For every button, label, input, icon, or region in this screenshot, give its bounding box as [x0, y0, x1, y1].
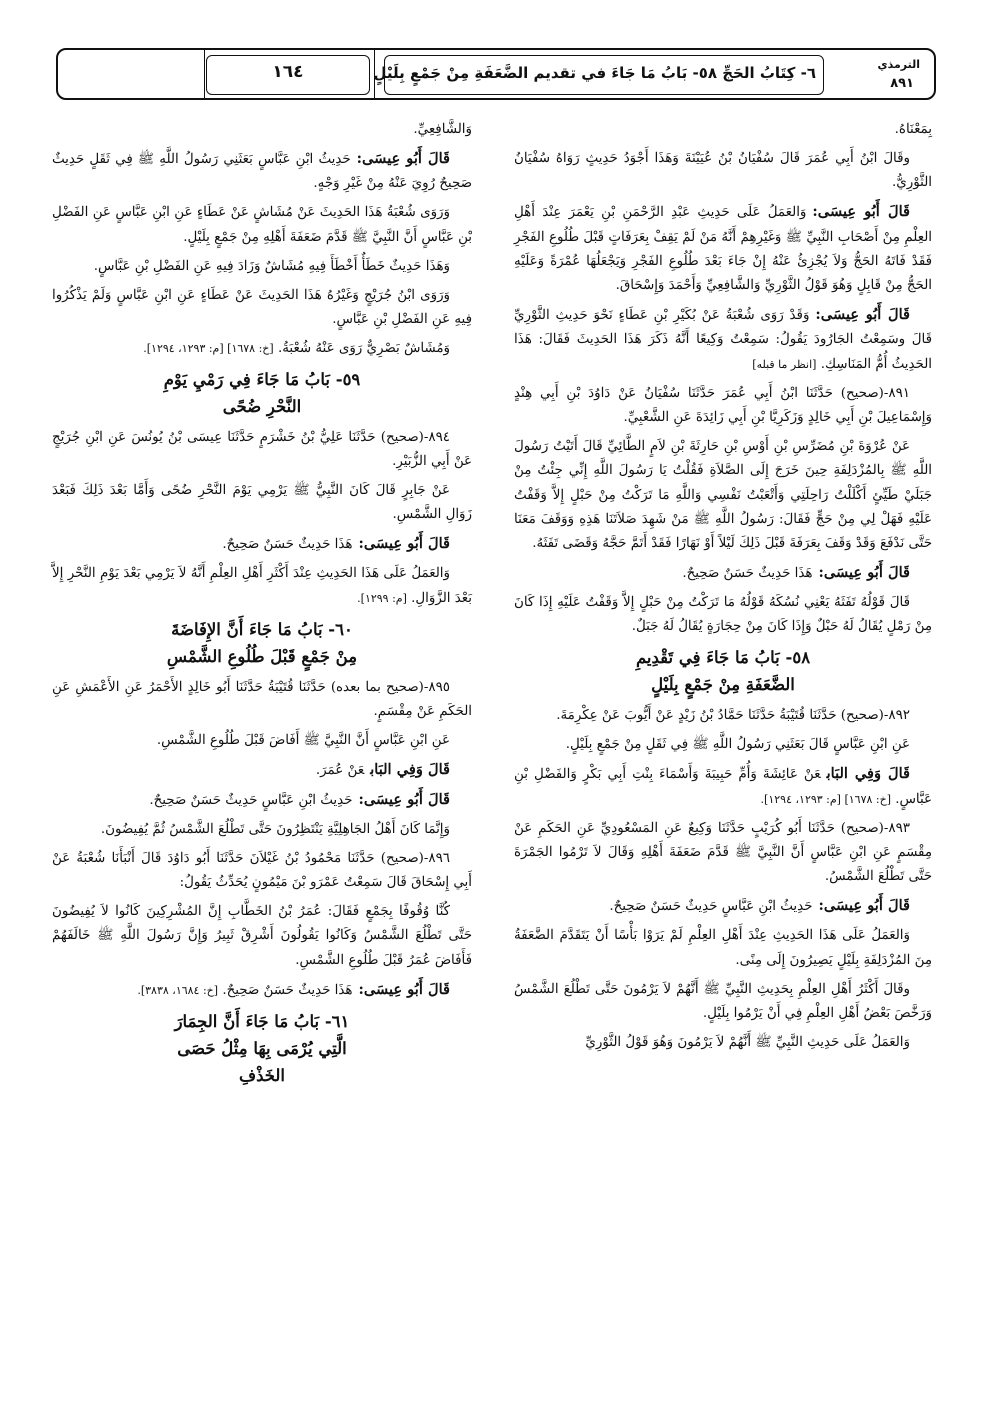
- paragraph: وَرَوَى شُعْبَةُ هَذَا الحَدِيثَ عَنْ مُشَاشٍ عَنْ عَطَاءٍ عَنِ ابْنِ عَبَّاسٍ عَنِ الفَضْلِ بْنِ عَبَّاسٍ أَنَّ النَّبِيَّ ﷺ قَدَّمَ ضَعَفَةَ أَهْلِهِ مِنْ جَمْعٍ بِلَيْلٍ.: [52, 205, 472, 245]
- commentary-paragraph: [514, 303, 932, 377]
- chapter-heading-line: ٦٠- بَابُ مَا جَاءَ أَنَّ الإِفَاضَةَ: [171, 619, 353, 639]
- header-hadith-range: ٨٩١: [890, 76, 914, 91]
- paragraph: وَالعَمَلُ عَلَى حَدِيثِ النَّبِيِّ ﷺ أَنَّهُمْ لاَ يَرْمُونَ وَهُوَ قَوْلُ الثَّوْرِيِّ: [585, 1034, 910, 1050]
- hadith-matn: كُنَّا وُقُوفًا بِجَمْعٍ فَقَالَ: عُمَرُ بْنُ الخَطَّابِ إِنَّ المُشْرِكِينَ كَانُوا لاَ يُفِيضُونَ حَتَّى تَطْلُعَ الشَّمْسُ وَكَانُوا يَقُولُونَ أَشْرِقْ ثَبِيرُ وَإِنَّ رَسُولَ اللَّهِ ﷺ خَالَفَهُمْ فَأَفَاضَ عُمَرُ قَبْلَ طُلُوعِ الشَّمْسِ.: [52, 904, 472, 968]
- chapter-heading-line: الضَّعَفَةِ مِنْ جَمْعٍ بِلَيْلٍ: [651, 675, 795, 695]
- chapter-heading-60: [52, 616, 472, 670]
- abu-isa-heading: قَالَ أَبُو عِيسَى:: [356, 149, 450, 167]
- hadith-isnad: ٨٩٣-(صحيح) حَدَّثَنَا أَبُو كُرَيْبٍ حَدَّثَنَا وَكِيعٌ عَنِ المَسْعُودِيِّ عَنِ الحَكَمِ عَنْ مِقْسَمٍ عَنِ ابْنِ عَبَّاسٍ أَنَّ النَّبِيَّ ﷺ قَدَّمَ ضَعَفَةَ أَهْلِهِ وَقَالَ لاَ تَرْمُوا الجَمْرَةَ حَتَّى تَطْلُعَ الشَّمْسُ.: [514, 820, 932, 885]
- paragraph-text: وَالعَمَلُ عَلَى هَذَا الحَدِيثِ عِنْدَ أَكْثَرِ أَهْلِ العِلْمِ أَنَّهُ لاَ يَرْمِي بَعْدَ يَوْمِ النَّحْرِ إِلاَّ بَعْدَ الزَّوَالِ.: [52, 566, 472, 606]
- paragraph: [52, 337, 472, 361]
- commentary-text: وَقَدْ رَوَى شُعْبَةُ عَنْ بُكَيْرِ بْنِ عَطَاءٍ نَحْوَ حَدِيثِ الثَّوْرِيِّ قَالَ وسَمِعْتُ الجَارُودَ يَقُولُ: سَمِعْتُ وَكِيعًا أَنَّهُ ذَكَرَ هَذَا الحَدِيثَ فَقَالَ: هَذَا الحَدِيثُ أُمُّ المَنَاسِكِ.: [514, 308, 932, 372]
- paragraph: وقَالَ ابْنُ أَبِي عُمَرَ قَالَ سُفْيَانُ بْنُ عُيَيْنَةَ وَهَذَا أَجْوَدُ حَدِيثٍ رَوَاهُ سُفْيَانُ الثَّوْرِيُّ.: [514, 150, 932, 191]
- paragraph: وقَالَ أَكْثَرُ أَهْلِ العِلْمِ بِحَدِيثِ النَّبِيِّ ﷺ أَنَّهُمْ لاَ يَرْمُونَ حَتَّى تَطْلُعَ الشَّمْسُ وَرَخَّصَ بَعْضُ أَهْلِ العِلْمِ فِي أَنْ يَرْمُوا بِلَيْلٍ.: [514, 981, 932, 1021]
- header-end-cell: [58, 50, 204, 98]
- chapter-heading-line: النَّحْرِ ضُحًى: [222, 396, 302, 416]
- chapter-heading-line: ٥٩- بَابُ مَا جَاءَ فِي رَمْيِ يَوْمِ: [163, 369, 361, 389]
- page-number: ١٦٤: [272, 62, 304, 82]
- grading-text: حَدِيثُ ابْنِ عَبَّاسٍ حَدِيثٌ حَسَنٌ صَحِيحٌ.: [609, 899, 813, 915]
- chapter-heading-line: الَّتِي يُرْمَى بِهَا مِثْلُ حَصَى: [177, 1038, 347, 1058]
- chapter-heading-59: [52, 366, 472, 420]
- commentary-paragraph: [52, 788, 472, 813]
- right-column: [514, 118, 932, 1060]
- paragraph: قَالَ قَوْلُهُ تَفَثَهُ يَعْنِي نُسُكَهُ قَوْلُهُ مَا تَرَكْتُ مِنْ حَبْلٍ إِلاَّ وَقَفْتُ عَلَيْهِ إِذَا كَانَ مِنْ رَمْلٍ يُقَالُ لَهُ حَبْلٌ وَإِذَا كَانَ مِنْ حِجَارَةٍ يُقَالُ لَهُ جَبَلٌ.: [514, 595, 932, 635]
- paragraph: بِمَعْنَاهُ.: [894, 122, 932, 137]
- page-header: [56, 48, 936, 100]
- hadith-isnad: ٨٩٤-(صحيح) حَدَّثَنَا عَلِيُّ بْنُ خَشْرَمٍ حَدَّثَنَا عِيسَى بْنُ يُونُسَ عَنِ ابْنِ جُرَيْجٍ عَنْ أَبِي الزُّبَيْرِ.: [52, 429, 472, 470]
- chapter-heading-58: [514, 644, 932, 698]
- fil-bab-heading: قَالَ وَفِي البَاب: [370, 760, 450, 778]
- chapter-heading-line: ٥٨- بَابُ مَا جَاءَ فِي تَقْدِيمِ: [635, 648, 811, 668]
- paragraph: [52, 562, 472, 611]
- hadith-isnad: ٨٩٥-(صحيح بما بعده) حَدَّثَنَا قُتَيْبَةُ حَدَّثَنَا أَبُو خَالِدٍ الأَحْمَرُ عَنِ الأَعْمَشِ عَنِ الحَكَمِ عَنْ مِقْسَمٍ.: [52, 679, 472, 719]
- abu-isa-heading: قَالَ أَبُو عِيسَى:: [812, 203, 911, 221]
- hadith-matn: عَنِ ابْنِ عَبَّاسٍ قَالَ بَعَثَنِي رَسُولُ اللَّهِ ﷺ فِي ثَقَلٍ مِنْ جَمْعٍ بِلَيْلٍ.: [565, 737, 910, 753]
- abu-isa-heading: قَالَ أَبُو عِيسَى:: [818, 897, 910, 915]
- commentary-text: عَنْ عُمَرَ.: [315, 762, 365, 778]
- hadith-isnad: ٨٩١-(صحيح) حَدَّثَنَا ابْنُ أَبِي عُمَرَ حَدَّثَنَا سُفْيَانُ عَنْ دَاوُدَ بْنِ أَبِي هِنْدٍ وَإِسْمَاعِيلَ بْنِ أَبِي خَالِدٍ وَزَكَرِيَّا بْنِ أَبِي زَائِدَةَ عَنِ الشَّعْبِيِّ.: [514, 385, 932, 426]
- commentary-text: حَدِيثُ ابْنِ عَبَّاسٍ بَعَثَنِي رَسُولُ اللَّهِ ﷺ فِي ثَقَلٍ حَدِيثٌ صَحِيحٌ رُوِيَ عَنْهُ مِنْ غَيْرِ وَجْهٍ.: [52, 151, 472, 192]
- paragraph: وَإِنَّمَا كَانَ أَهْلُ الجَاهِلِيَّةِ يَنْتَظِرُونَ حَتَّى تَطْلُعَ الشَّمْسُ ثُمَّ يُفِيضُونَ.: [100, 821, 450, 837]
- grading-text: هَذَا حَدِيثٌ حَسَنٌ صَحِيحٌ.: [682, 566, 813, 582]
- commentary-paragraph: [52, 147, 472, 197]
- chapter-heading-line: مِنْ جَمْعٍ قَبْلَ طُلُوعِ الشَّمْسِ: [166, 646, 358, 666]
- reference: [خ: ١٦٧٨] [م: ١٢٩٣، ١٢٩٤].: [143, 341, 274, 355]
- paragraph-text: وَمُشَاشٌ بَصْرِيٌّ رَوَى عَنْهُ شُعْبَةُ.: [277, 340, 450, 356]
- grading-text: هَذَا حَدِيثٌ حَسَنٌ صَحِيحٌ.: [222, 982, 353, 998]
- reference: [انظر ما قبله]: [752, 357, 817, 371]
- paragraph: وَالعَمَلُ عَلَى هَذَا الحَدِيثِ عِنْدَ أَهْلِ العِلْمِ لَمْ يَرَوْا بَأْسًا أَنْ يَتَقَدَّمَ الضَّعَفَةُ مِنَ المُزْدَلِفَةِ بِلَيْلٍ يَصِيرُونَ إِلَى مِنًى.: [514, 928, 932, 968]
- abu-isa-heading: قَالَ أَبُو عِيسَى:: [815, 306, 910, 324]
- chapter-heading-line: ٦١- بَابُ مَا جَاءَ أَنَّ الجِمَارَ: [174, 1011, 350, 1031]
- paragraph: وَهَذَا حَدِيثٌ خَطَأٌ أَخْطَأَ فِيهِ مُشَاشٌ وَزَادَ فِيهِ عَنِ الفَضْلِ بْنِ عَبَّاسٍ.: [93, 258, 450, 274]
- hadith-isnad: ٨٩٢-(صحيح) حَدَّثَنَا قُتَيْبَةُ حَدَّثَنَا حَمَّادُ بْنُ زَيْدٍ عَنْ أَيُّوبَ عَنْ عِكْرِمَةَ.: [556, 708, 910, 724]
- left-column: [52, 118, 472, 1095]
- commentary-paragraph: [52, 532, 472, 557]
- abu-isa-heading: قَالَ أَبُو عِيسَى:: [358, 535, 450, 553]
- chapter-heading-line: الخَذْفِ: [238, 1065, 286, 1085]
- commentary-text: وَالعَمَلُ عَلَى حَدِيثِ عَبْدِ الرَّحْمَنِ بْنِ يَعْمَرَ عِنْدَ أَهْلِ العِلْمِ مِنْ أَصْحَابِ النَّبِيِّ ﷺ وَغَيْرِهِمْ أَنَّهُ مَنْ لَمْ يَقِفْ بِعَرَفَاتٍ قَبْلَ طُلُوعِ الفَجْرِ فَقَدْ فَاتَهُ الحَجُّ وَلاَ يُجْزِئُ عَنْهُ إِنْ جَاءَ بَعْدَ طُلُوعِ الفَجْرِ وَيَجْعَلُهَا عُمْرَةً وَعَلَيْهِ الحَجُّ مِنْ قَابِلٍ وَهُوَ قَوْلُ الثَّوْرِيِّ وَالشَّافِعِيِّ وَأَحْمَدَ وَإِسْحَاقَ.: [514, 205, 932, 294]
- commentary-paragraph: [514, 762, 932, 812]
- header-book-name: الترمذي: [877, 58, 920, 71]
- fil-bab-heading: قَالَ وَفِي البَاب: [826, 765, 910, 783]
- paragraph: وَرَوَى ابْنُ جُرَيْجٍ وَغَيْرُهُ هَذَا الحَدِيثَ عَنْ عَطَاءٍ عَنِ ابْنِ عَبَّاسٍ وَلَمْ يَذْكُرُوا فِيهِ عَنِ الفَضْلِ بْنِ عَبَّاسٍ.: [52, 287, 472, 327]
- chapter-heading-61: [52, 1008, 472, 1089]
- abu-isa-heading: قَالَ أَبُو عِيسَى:: [818, 564, 910, 582]
- hadith-matn: عَنِ ابْنِ عَبَّاسٍ أَنَّ النَّبِيَّ ﷺ أَفَاضَ قَبْلَ طُلُوعِ الشَّمْسِ.: [156, 732, 450, 748]
- abu-isa-heading: قَالَ أَبُو عِيسَى:: [358, 980, 450, 998]
- paragraph: وَالشَّافِعِيِّ.: [413, 122, 472, 137]
- reference: [م: ١٢٩٩].: [357, 591, 407, 605]
- commentary-paragraph: [52, 978, 472, 1003]
- hadith-matn: عَنْ جَابِرٍ قَالَ كَانَ النَّبِيُّ ﷺ يَرْمِي يَوْمَ النَّحْرِ ضُحًى وَأَمَّا بَعْدَ ذَلِكَ فَبَعْدَ زَوَالِ الشَّمْسِ.: [52, 483, 472, 523]
- commentary-paragraph: [52, 758, 472, 783]
- header-title: ٦- كِتَابُ الحَجِّ ٥٨- بَابُ مَا جَاءَ في تقديم الضَّعَفَةِ مِنْ جَمْعٍ بِلَيْلٍ: [373, 64, 816, 82]
- commentary-paragraph: [514, 561, 932, 586]
- commentary-paragraph: [514, 200, 932, 298]
- hadith-matn: عَنْ عُرْوَةَ بْنِ مُضَرِّسِ بْنِ أَوْسِ بْنِ حَارِثَةَ بْنِ لاَمٍ الطَّائِيِّ قَالَ أَتَيْتُ رَسُولَ اللَّهِ ﷺ بِالمُزْدَلِفَةِ حِينَ خَرَجَ إِلَى الصَّلاَةِ فَقُلْتُ يَا رَسُولَ اللَّهِ إِنِّي جِئْتُ مِنْ جَبَلَيْ طَيِّئٍ أَكْلَلْتُ رَاحِلَتِي وَأَتْعَبْتُ نَفْسِي وَاللَّهِ مَا تَرَكْتُ مِنْ حَبْلٍ إِلاَّ وَقَفْتُ عَلَيْهِ فَهَلْ لِي مِنْ حَجٍّ فَقَالَ: رَسُولُ اللَّهِ ﷺ مَنْ شَهِدَ صَلاَتَنَا هَذِهِ وَوَقَفَ مَعَنَا حَتَّى نَدْفَعَ وَقَدْ وَقَفَ بِعَرَفَةَ قَبْلَ ذَلِكَ لَيْلاً أَوْ نَهَارًا فَقَدْ أَتَمَّ حَجَّهُ وَقَضَى تَفَثَهُ.: [514, 439, 932, 552]
- abu-isa-heading: قَالَ أَبُو عِيسَى:: [358, 790, 450, 808]
- grading-text: حَدِيثُ ابْنِ عَبَّاسٍ حَدِيثٌ حَسَنٌ صَحِيحٌ.: [149, 792, 353, 808]
- reference: [خ: ١٦٧٨] [م: ١٢٩٣، ١٢٩٤].: [760, 792, 892, 806]
- grading-text: هَذَا حَدِيثٌ حَسَنٌ صَحِيحٌ.: [222, 537, 353, 553]
- commentary-paragraph: [514, 894, 932, 919]
- reference: [خ: ١٦٨٤، ٣٨٣٨].: [137, 983, 219, 997]
- hadith-isnad: ٨٩٦-(صحيح) حَدَّثَنَا مَحْمُودُ بْنُ غَيْلاَنَ حَدَّثَنَا أَبُو دَاوُدَ قَالَ أَنْبَأَنَا شُعْبَةُ عَنْ أَبِي إِسْحَاقَ قَالَ سَمِعْتُ عَمْرَو بْنَ مَيْمُونٍ يُحَدِّثُ يَقُولُ:: [52, 850, 472, 891]
- commentary-text: عَنْ عَائِشَةَ وَأُمِّ حَبِيبَةَ وَأَسْمَاءَ بِنْتِ أَبِي بَكْرٍ وَالفَضْلِ بْنِ عَبَّاسٍ.: [514, 767, 932, 807]
